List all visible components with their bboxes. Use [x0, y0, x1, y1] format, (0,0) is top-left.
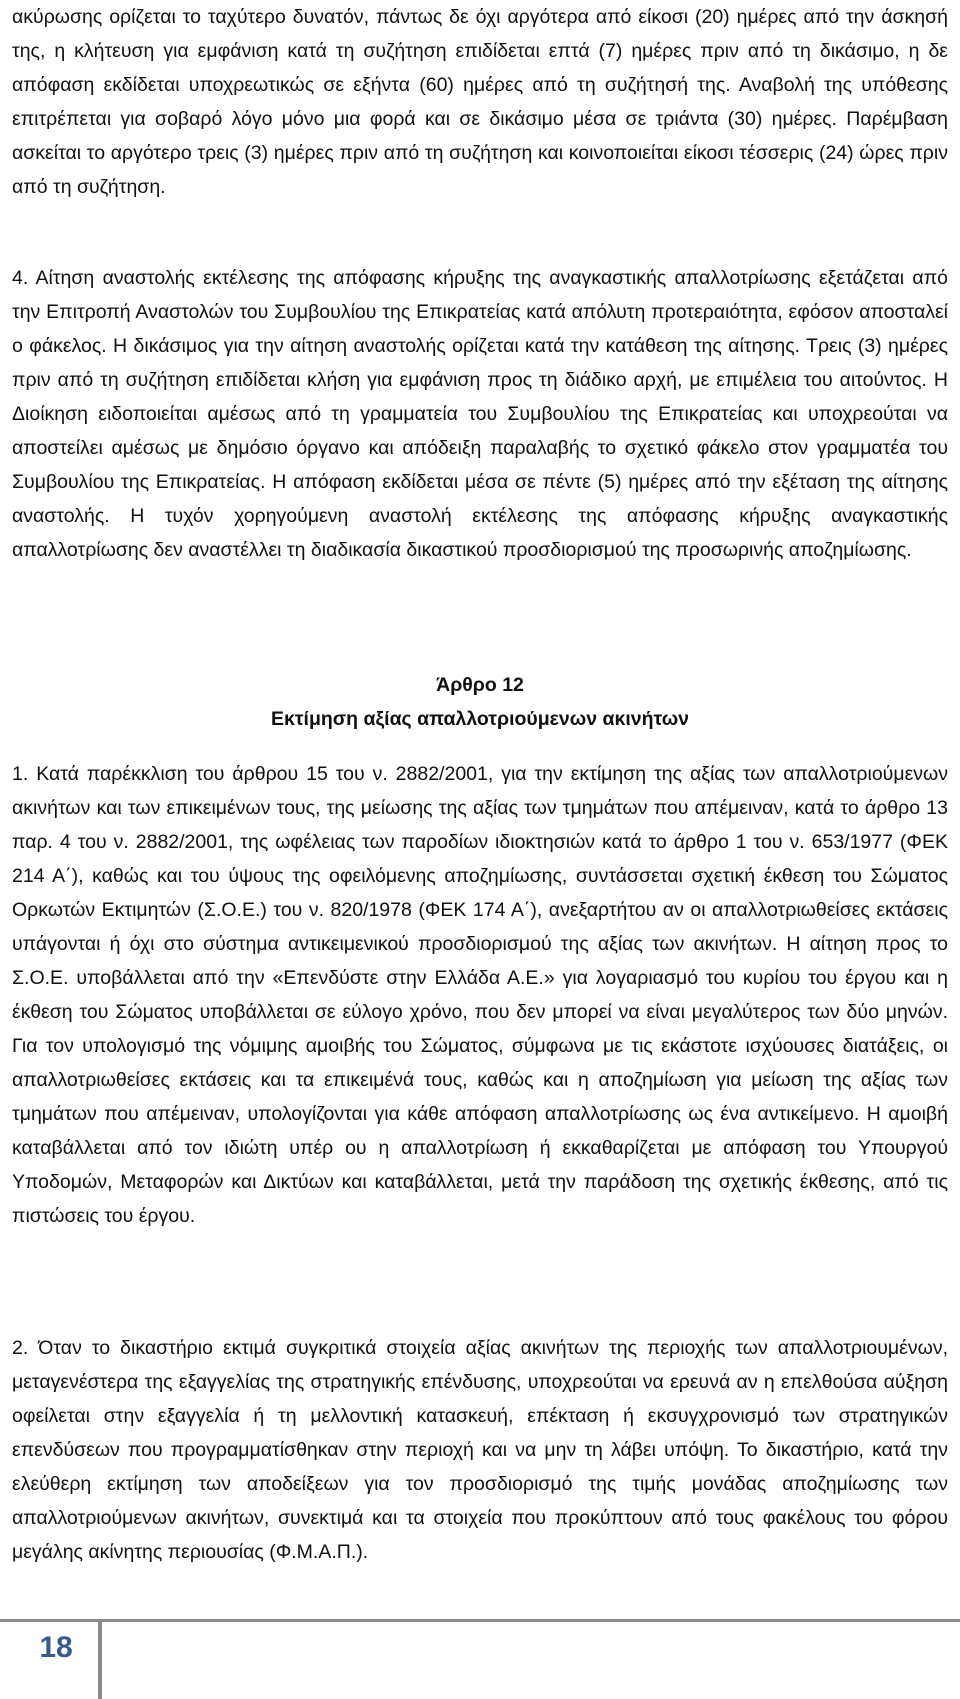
paragraph-2: 2. Όταν το δικαστήριο εκτιμά συγκριτικά στοιχεία αξίας ακινήτων της περιοχής των απαλλοτριουμένων, μεταγενέστερα της εξαγγελίας της στρατηγικής επένδυσης, υποχρεούται να ερευνά αν η επελθούσα αύξηση οφείλεται στην εξαγγελία ή τη μελλοντική κατασκευή, επέκταση ή εκσυγχρονισμό των στρατηγικών επενδύσεων που προγραμματίσθηκαν στην περιοχή και να μην τη λάβει υπόψη. Το δικαστήριο, κατά την ελεύθερη εκτίμηση των αποδείξεων για τον προσδιορισμό της τιμής μονάδας αποζημίωσης των απαλλοτριούμενων ακινήτων, συνεκτιμά και τα στοιχεία που προκύπτουν από τους φακέλους του φόρου μεγάλης ακίνητης περιουσίας (Φ.Μ.Α.Π.).	[12, 1337, 948, 1563]
article-title: Εκτίμηση αξίας απαλλοτριούμενων ακινήτων	[270, 708, 690, 730]
footer-vertical-divider	[98, 1619, 102, 1699]
paragraph-continued: ακύρωσης ορίζεται το ταχύτερο δυνατόν, πάντως δε όχι αργότερα από είκοσι (20) ημέρες από την άσκησή της, η κλήτευση για εμφάνιση κατά τη συζήτηση επιδίδεται επτά (7) ημέρες πριν από τη δικάσιμο, η δε απόφαση εκδίδεται υποχρεωτικώς σε εξήντα (60) ημέρες από τη συζήτησή της. Αναβολή της υπόθεσης επιτρέπεται για σοβαρό λόγο μόνο μια φορά και σε δικάσιμο μέσα σε τριάντα (30) ημέρες. Παρέμβαση ασκείται το αργότερο τρεις (3) ημέρες πριν από τη συζήτηση και κοινοποιείται είκοσι τέσσερις (24) ώρες πριν από τη συζήτηση.	[12, 6, 948, 198]
footer-divider	[0, 1619, 960, 1622]
paragraph-1: 1. Κατά παρέκκλιση του άρθρου 15 του ν. 2882/2001, για την εκτίμηση της αξίας των απαλλοτριούμενων ακινήτων και των επικειμένων τους, της μείωσης της αξίας των τμημάτων που απέμειναν, κατά το άρθρο 13 παρ. 4 του ν. 2882/2001, της ωφέλειας των παροδίων ιδιοκτησιών κατά το άρθρο 1 του ν. 653/1977 (ΦΕΚ 214 Α΄), καθώς και του ύψους της οφειλόμενης αποζημίωσης, συντάσσεται σχετική έκθεση του Σώματος Ορκωτών Εκτιμητών (Σ.Ο.Ε.) του ν. 820/1978 (ΦΕΚ 174 Α΄), ανεξαρτήτου αν οι απαλλοτριωθείσες εκτάσεις υπάγονται ή όχι στο σύστημα αντικειμενικού προσδιορισμού της αξίας των ακινήτων. Η αίτηση προς το Σ.Ο.Ε. υποβάλλεται από την «Επενδύστε στην Ελλάδα Α.Ε.» για λογαριασμό του κυρίου του έργου και η έκθεση του Σώματος υποβάλλεται σε εύλογο χρόνο, που δεν μπορεί να είναι μεγαλύτερος των δύο μηνών. Για τον υπολογισμό της νόμιμης αμοιβής του Σώματος, σύμφωνα με τις εκάστοτε ισχύουσες διατάξεις, οι απαλλοτριωθείσες εκτάσεις και τα επικειμένά τους, καθώς και η αποζημίωση για μείωση της αξίας των τμημάτων που απέμειναν, υπολογίζονται για κάθε απόφαση απαλλοτρίωσης ως ένα αντικείμενο. Η αμοιβή καταβάλλεται από τον ιδιώτη υπέρ ου η απαλλοτρίωση ή εκκαθαρίζεται με απόφαση του Υπουργού Υποδομών, Μεταφορών και Δικτύων και καταβάλλεται, μετά την παράδοση της σχετικής έκθεσης, από τις πιστώσεις του έργου.	[12, 763, 948, 1227]
page-number: 18	[39, 1631, 73, 1664]
article-number: Άρθρο 12	[436, 674, 524, 696]
paragraph-4: 4. Αίτηση αναστολής εκτέλεσης της απόφασης κήρυξης της αναγκαστικής απαλλοτρίωσης εξετάζεται από την Επιτροπή Αναστολών του Συμβουλίου της Επικρατείας κατά απόλυτη προτεραιότητα, εφόσον αποσταλεί ο φάκελος. Η δικάσιμος για την αίτηση αναστολής ορίζεται κατά την κατάθεση της αίτησης. Τρεις (3) ημέρες πριν από τη συζήτηση επιδίδεται κλήση για εμφάνιση προς τη διάδικο αρχή, με επιμέλεια του αιτούντος. Η Διοίκηση ειδοποιείται αμέσως από τη γραμματεία του Συμβουλίου της Επικρατείας και υποχρεούται να αποστείλει αμέσως με δημόσιο όργανο και απόδειξη παραλαβής το σχετικό φάκελο στον γραμματέα του Συμβουλίου της Επικρατείας. Η απόφαση εκδίδεται μέσα σε πέντε (5) ημέρες από την εξέταση της αίτησης αναστολής. Η τυχόν χορηγούμενη αναστολή εκτέλεσης της απόφασης κήρυξης αναγκαστικής απαλλοτρίωσης δεν αναστέλλει τη διαδικασία δικαστικού προσδιορισμού της προσωρινής αποζημίωσης.	[12, 267, 948, 561]
article-heading	[12, 668, 948, 736]
